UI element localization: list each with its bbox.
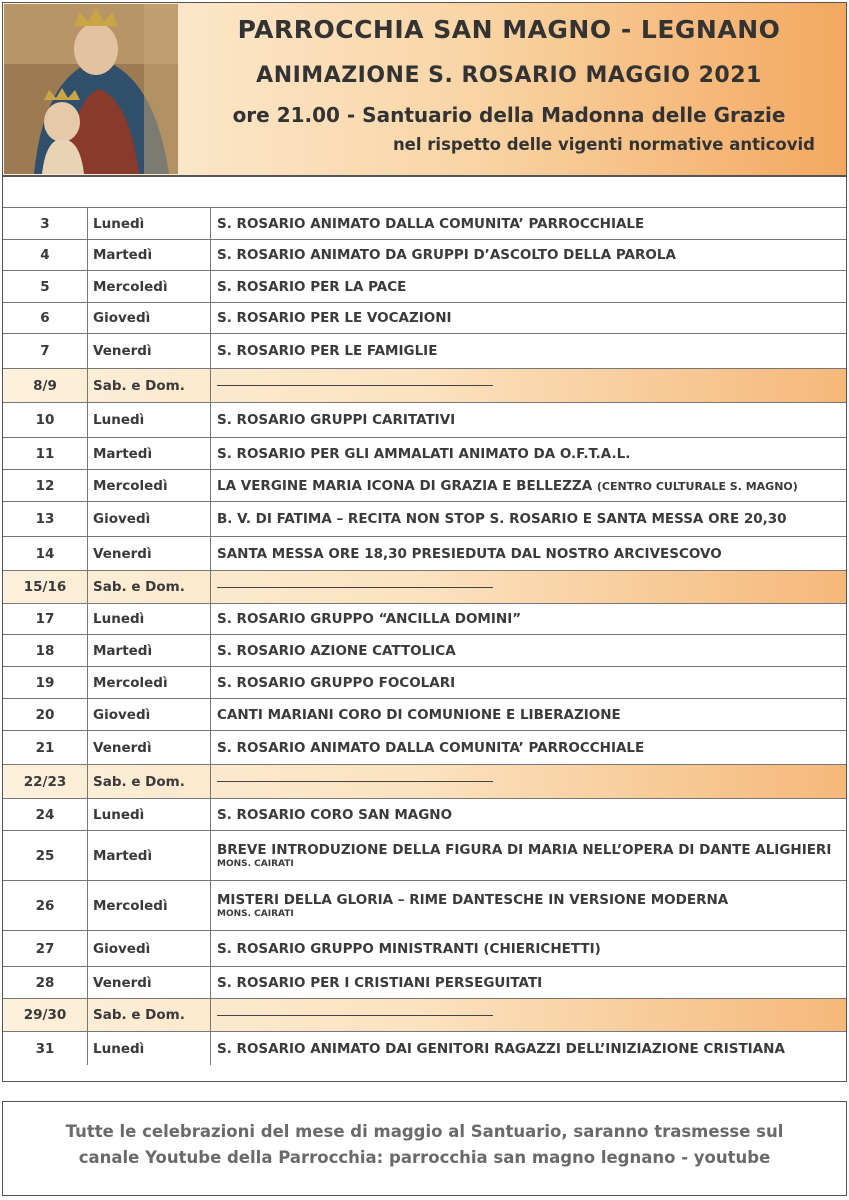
event-cell <box>211 537 846 570</box>
header <box>2 2 847 176</box>
weekday-cell: Sab. e Dom. <box>88 999 211 1031</box>
day-cell: 22/23 <box>3 765 88 798</box>
event-cell <box>211 831 846 880</box>
table-row <box>3 798 846 830</box>
day-cell: 3 <box>3 208 88 239</box>
event-text <box>217 546 722 562</box>
weekday-cell: Venerdì <box>88 967 211 998</box>
weekday-cell: Sab. e Dom. <box>88 369 211 402</box>
event-organizer: (CENTRO CULTURALE S. MAGNO) <box>596 479 798 493</box>
table-row <box>3 698 846 730</box>
event-text <box>217 216 644 232</box>
weekday-cell: Martedì <box>88 635 211 666</box>
event-cell <box>211 438 846 469</box>
covid-note: nel rispetto delle vigenti normative anticovid <box>392 135 815 154</box>
event-speaker: MONS. CAIRATI <box>217 859 294 869</box>
table-row <box>3 536 846 570</box>
weekday-cell: Martedì <box>88 831 211 880</box>
event-main-text: S. ROSARIO PER LE FAMIGLIE <box>217 343 438 359</box>
event-cell <box>211 303 846 333</box>
event-main-text: S. ROSARIO ANIMATO DAI GENITORI RAGAZZI DELL’INIZIAZIONE CRISTIANA <box>217 1040 785 1057</box>
table-row <box>3 930 846 966</box>
table-row <box>3 880 846 930</box>
event-main-text: B. V. DI FATIMA – RECITA NON STOP S. ROSARIO E SANTA MESSA ORE 20,30 <box>217 511 787 527</box>
event-text <box>217 892 728 908</box>
event-main-text: S. ROSARIO AZIONE CATTOLICA <box>217 642 456 659</box>
event-cell <box>211 271 846 302</box>
event-cell <box>211 403 846 437</box>
event-cell <box>211 470 846 501</box>
table-blank-header <box>3 177 846 207</box>
day-cell: 26 <box>3 881 88 930</box>
event-main-text: BREVE INTRODUZIONE DELLA FIGURA DI MARIA NELL’OPERA DI DANTE ALIGHIERI <box>217 842 832 858</box>
day-cell: 4 <box>3 240 88 270</box>
day-cell: 5 <box>3 271 88 302</box>
table-row <box>3 730 846 764</box>
event-main-text: S. ROSARIO CORO SAN MAGNO <box>217 806 453 823</box>
event-cell <box>211 765 846 798</box>
event-main-text: S. ROSARIO ANIMATO DA GRUPPI D’ASCOLTO DELLA PAROLA <box>217 247 676 263</box>
day-cell: 21 <box>3 731 88 764</box>
weekday-cell: Sab. e Dom. <box>88 571 211 603</box>
footer-line-2: canale Youtube della Parrocchia: parrocchia san magno legnano - youtube <box>78 1148 771 1167</box>
weekday-cell: Venerdì <box>88 731 211 764</box>
table-row <box>3 570 846 603</box>
event-text <box>217 343 437 359</box>
table-row <box>3 501 846 536</box>
event-main-text: S. ROSARIO ANIMATO DALLA COMUNITA’ PARROCCHIALE <box>217 215 645 232</box>
event-main-text: S. ROSARIO PER I CRISTIANI PERSEGUITATI <box>217 974 543 991</box>
event-text <box>217 1041 785 1057</box>
event-cell <box>211 1032 846 1065</box>
event-cell <box>211 699 846 730</box>
event-cell <box>211 369 846 402</box>
event-text <box>217 643 456 659</box>
event-title: ANIMAZIONE S. ROSARIO MAGGIO 2021 <box>256 63 762 88</box>
event-main-text: MISTERI DELLA GLORIA – RIME DANTESCHE IN VERSIONE MODERNA <box>217 892 729 908</box>
event-cell <box>211 667 846 698</box>
madonna-image <box>4 4 178 174</box>
event-cell <box>211 604 846 634</box>
day-cell: 28 <box>3 967 88 998</box>
madonna-painting-icon <box>4 4 178 174</box>
weekday-cell: Giovedì <box>88 931 211 966</box>
event-main-text: S. ROSARIO GRUPPO MINISTRANTI (CHIERICHETTI) <box>217 940 601 957</box>
weekday-cell: Lunedì <box>88 799 211 830</box>
weekday-cell: Lunedì <box>88 1032 211 1065</box>
event-cell <box>211 881 846 930</box>
day-cell: 15/16 <box>3 571 88 603</box>
empty-dash <box>217 1015 493 1016</box>
weekday-cell: Venerdì <box>88 334 211 368</box>
event-text <box>217 675 455 691</box>
event-main-text: S. ROSARIO PER GLI AMMALATI ANIMATO DA O.F.T.A.L. <box>217 445 631 462</box>
weekday-cell: Giovedì <box>88 303 211 333</box>
parish-title: PARROCCHIA SAN MAGNO - LEGNANO <box>237 15 781 44</box>
empty-dash <box>217 385 493 386</box>
day-cell: 19 <box>3 667 88 698</box>
event-cell <box>211 571 846 603</box>
weekday-cell: Lunedì <box>88 604 211 634</box>
weekday-cell: Giovedì <box>88 699 211 730</box>
table-row <box>3 1031 846 1065</box>
weekday-cell: Mercoledì <box>88 881 211 930</box>
day-cell: 25 <box>3 831 88 880</box>
day-cell: 8/9 <box>3 369 88 402</box>
footer-line-1: Tutte le celebrazioni del mese di maggio al Santuario, saranno trasmesse sul <box>65 1122 784 1141</box>
table-row <box>3 333 846 368</box>
event-cell <box>211 635 846 666</box>
event-text <box>217 807 452 823</box>
event-text <box>217 310 452 326</box>
event-text <box>217 842 831 858</box>
schedule-table <box>2 176 847 1082</box>
empty-dash <box>217 781 493 782</box>
weekday-cell: Sab. e Dom. <box>88 765 211 798</box>
day-cell: 31 <box>3 1032 88 1065</box>
event-main-text: S. ROSARIO GRUPPI CARITATIVI <box>217 412 456 428</box>
table-row <box>3 830 846 880</box>
event-main-text: S. ROSARIO GRUPPO FOCOLARI <box>217 674 456 691</box>
table-row <box>3 437 846 469</box>
event-text <box>217 478 798 494</box>
day-cell: 17 <box>3 604 88 634</box>
event-text <box>217 611 521 627</box>
event-cell <box>211 502 846 536</box>
day-cell: 14 <box>3 537 88 570</box>
event-speaker: MONS. CAIRATI <box>217 909 294 919</box>
table-row <box>3 603 846 634</box>
table-row <box>3 368 846 402</box>
day-cell: 7 <box>3 334 88 368</box>
weekday-cell: Lunedì <box>88 403 211 437</box>
day-cell: 13 <box>3 502 88 536</box>
event-text <box>217 740 644 756</box>
table-row <box>3 966 846 998</box>
event-text <box>217 412 455 428</box>
day-cell: 29/30 <box>3 999 88 1031</box>
empty-dash <box>217 587 493 588</box>
day-cell: 11 <box>3 438 88 469</box>
day-cell: 27 <box>3 931 88 966</box>
weekday-cell: Giovedì <box>88 502 211 536</box>
weekday-cell: Martedì <box>88 240 211 270</box>
event-text <box>217 511 787 527</box>
day-cell: 18 <box>3 635 88 666</box>
day-cell: 6 <box>3 303 88 333</box>
event-cell <box>211 999 846 1031</box>
event-main-text: S. ROSARIO GRUPPO “ANCILLA DOMINI” <box>217 611 522 627</box>
table-row <box>3 469 846 501</box>
weekday-cell: Venerdì <box>88 537 211 570</box>
table-row <box>3 764 846 798</box>
table-row <box>3 402 846 437</box>
event-cell <box>211 967 846 998</box>
time-location: ore 21.00 - Santuario della Madonna delle Grazie <box>232 103 786 127</box>
weekday-cell: Mercoledì <box>88 667 211 698</box>
event-cell <box>211 931 846 966</box>
event-cell <box>211 731 846 764</box>
day-cell: 12 <box>3 470 88 501</box>
footer-note <box>2 1101 847 1196</box>
event-cell <box>211 799 846 830</box>
table-row <box>3 207 846 239</box>
table-row <box>3 302 846 333</box>
event-cell <box>211 208 846 239</box>
day-cell: 20 <box>3 699 88 730</box>
event-main-text: S. ROSARIO PER LA PACE <box>217 278 407 295</box>
weekday-cell: Lunedì <box>88 208 211 239</box>
weekday-cell: Martedì <box>88 438 211 469</box>
event-text <box>217 247 676 263</box>
weekday-cell: Mercoledì <box>88 271 211 302</box>
event-main-text: CANTI MARIANI CORO DI COMUNIONE E LIBERAZIONE <box>217 706 621 723</box>
table-row <box>3 666 846 698</box>
weekday-cell: Mercoledì <box>88 470 211 501</box>
event-main-text: SANTA MESSA ORE 18,30 PRESIEDUTA DAL NOSTRO ARCIVESCOVO <box>217 545 722 562</box>
day-cell: 24 <box>3 799 88 830</box>
event-text <box>217 707 621 723</box>
day-cell: 10 <box>3 403 88 437</box>
table-row <box>3 998 846 1031</box>
event-text <box>217 279 406 295</box>
event-main-text: S. ROSARIO PER LE VOCAZIONI <box>217 310 452 326</box>
event-text <box>217 446 630 462</box>
table-row <box>3 634 846 666</box>
event-cell <box>211 240 846 270</box>
table-row <box>3 270 846 302</box>
event-text <box>217 975 542 991</box>
event-main-text: S. ROSARIO ANIMATO DALLA COMUNITA’ PARROCCHIALE <box>217 739 645 756</box>
event-cell <box>211 334 846 368</box>
event-text <box>217 941 601 957</box>
table-row <box>3 239 846 270</box>
event-main-text: LA VERGINE MARIA ICONA DI GRAZIA E BELLEZZA <box>217 477 597 494</box>
